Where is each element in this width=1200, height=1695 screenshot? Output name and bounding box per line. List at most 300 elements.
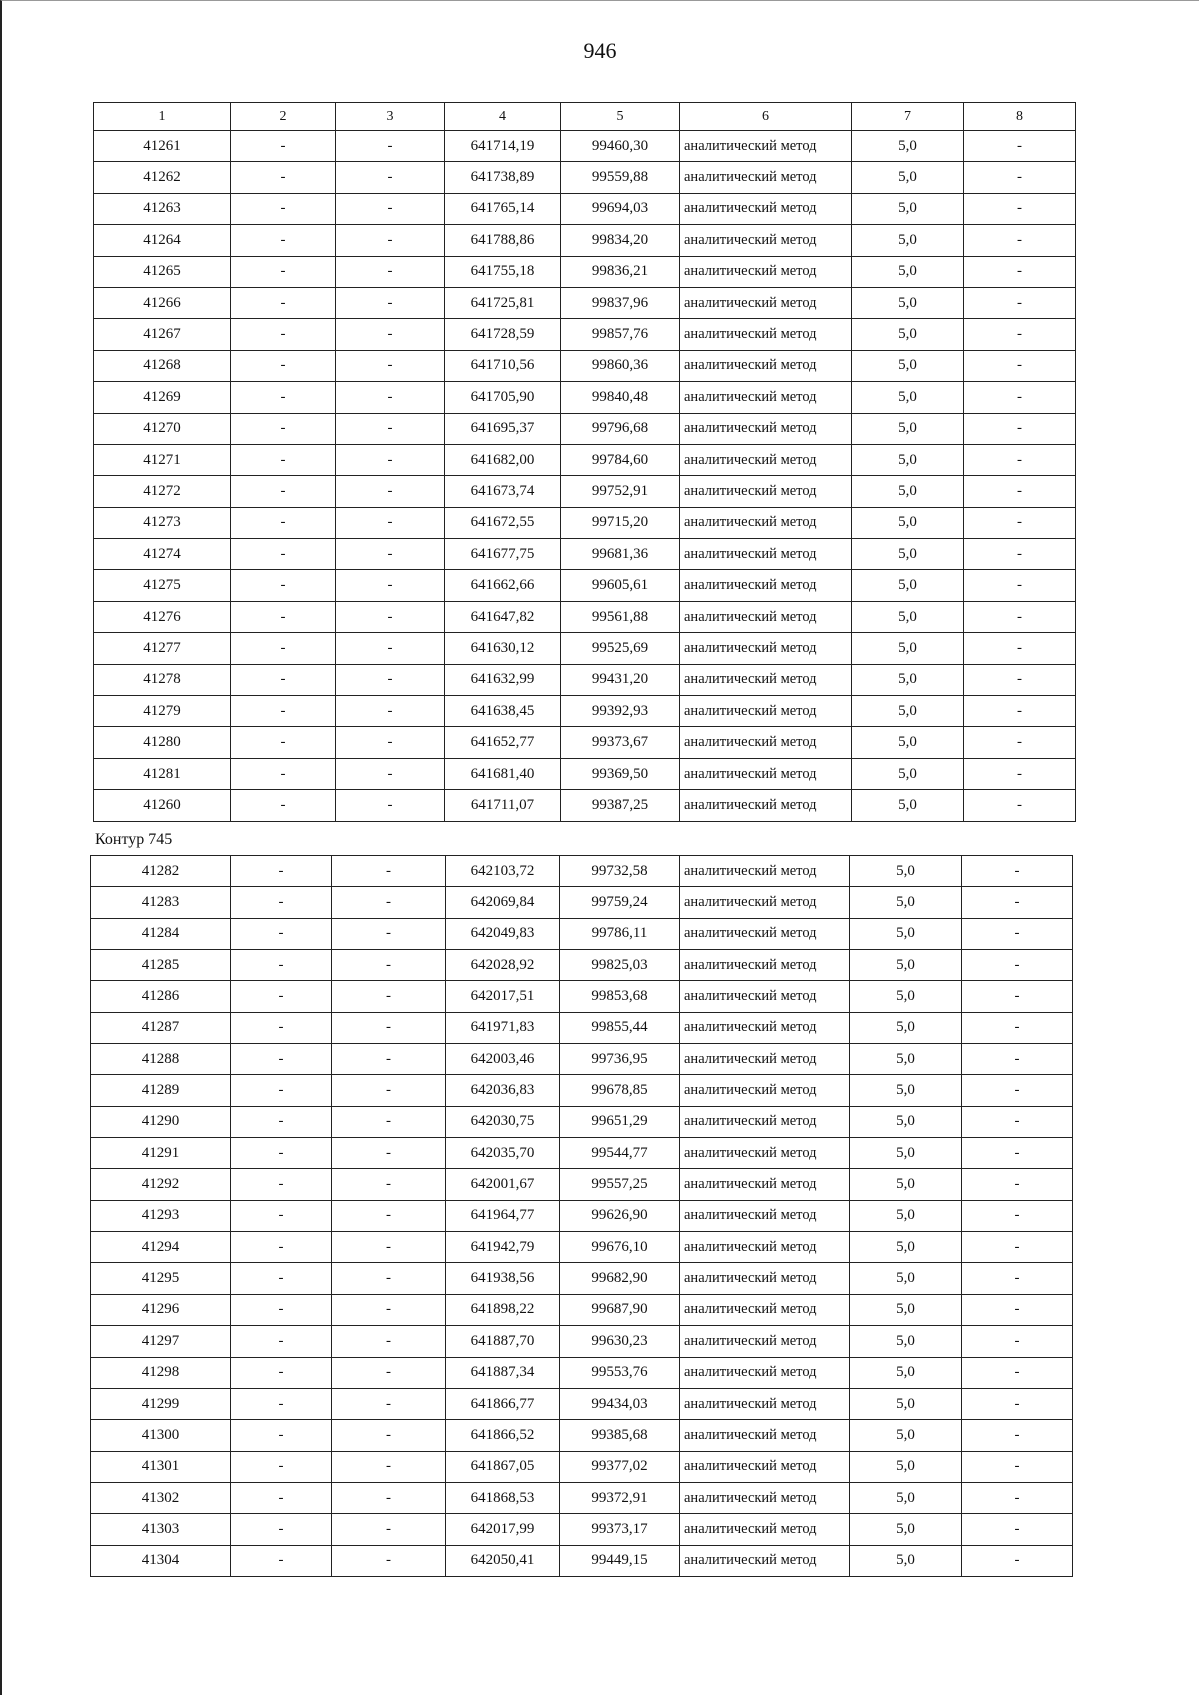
header-cell: 4 xyxy=(445,103,561,131)
table-cell: 41303 xyxy=(91,1514,231,1545)
header-cell: 7 xyxy=(852,103,964,131)
table-cell: - xyxy=(231,918,332,949)
table-cell: 5,0 xyxy=(852,444,964,475)
table-cell: - xyxy=(332,1388,446,1419)
table-cell: - xyxy=(964,256,1076,287)
table-cell: 41266 xyxy=(94,287,231,318)
table-row xyxy=(94,444,1076,475)
table-cell: 99377,02 xyxy=(560,1451,680,1482)
table-cell: - xyxy=(964,539,1076,570)
table-cell: аналитический метод xyxy=(680,1044,850,1075)
table-cell: 99687,90 xyxy=(560,1294,680,1325)
table-row xyxy=(91,1075,1073,1106)
table-cell: - xyxy=(964,570,1076,601)
table-cell: - xyxy=(336,664,445,695)
table-row xyxy=(91,1263,1073,1294)
table-cell: - xyxy=(336,350,445,381)
table-cell: 99784,60 xyxy=(561,444,680,475)
table-cell: - xyxy=(332,1420,446,1451)
table-row xyxy=(91,950,1073,981)
table-row xyxy=(91,856,1073,887)
table-row xyxy=(94,256,1076,287)
header-cell: 8 xyxy=(964,103,1076,131)
table-cell: 99825,03 xyxy=(560,950,680,981)
table-cell: - xyxy=(332,1451,446,1482)
table-row xyxy=(91,1420,1073,1451)
table-cell: 99681,36 xyxy=(561,539,680,570)
table-cell: 5,0 xyxy=(852,570,964,601)
header-cell: 6 xyxy=(680,103,852,131)
table-cell: - xyxy=(962,1545,1073,1576)
table-cell: аналитический метод xyxy=(680,287,852,318)
table-row xyxy=(91,1514,1073,1545)
table-cell: - xyxy=(231,887,332,918)
table-cell: аналитический метод xyxy=(680,887,850,918)
table-cell: 641662,66 xyxy=(445,570,561,601)
table-cell: 41294 xyxy=(91,1232,231,1263)
table-cell: 99561,88 xyxy=(561,601,680,632)
table-cell: 41269 xyxy=(94,382,231,413)
table-cell: - xyxy=(231,1075,332,1106)
table-cell: аналитический метод xyxy=(680,539,852,570)
table-cell: 5,0 xyxy=(852,382,964,413)
table-cell: 41268 xyxy=(94,350,231,381)
table-cell: аналитический метод xyxy=(680,1232,850,1263)
table-cell: 5,0 xyxy=(850,856,962,887)
table-cell: аналитический метод xyxy=(680,696,852,727)
table-cell: 99732,58 xyxy=(560,856,680,887)
table-row xyxy=(94,507,1076,538)
table-cell: - xyxy=(962,1514,1073,1545)
table-cell: 5,0 xyxy=(850,1138,962,1169)
table-cell: - xyxy=(962,1326,1073,1357)
table-cell: - xyxy=(964,287,1076,318)
table-row xyxy=(91,1482,1073,1513)
table-cell: 99385,68 xyxy=(560,1420,680,1451)
table-cell: - xyxy=(332,1514,446,1545)
table-cell: - xyxy=(964,664,1076,695)
table-cell: - xyxy=(964,225,1076,256)
table-cell: 41287 xyxy=(91,1012,231,1043)
table-cell: - xyxy=(962,1482,1073,1513)
table-cell: аналитический метод xyxy=(680,758,852,789)
table-cell: - xyxy=(231,256,336,287)
table-cell: 41272 xyxy=(94,476,231,507)
table-cell: 641898,22 xyxy=(446,1294,560,1325)
table-cell: 5,0 xyxy=(850,1012,962,1043)
table-cell: - xyxy=(231,539,336,570)
table-row xyxy=(91,1200,1073,1231)
table-cell: 641714,19 xyxy=(445,131,561,162)
table-cell: - xyxy=(336,758,445,789)
table-row xyxy=(91,887,1073,918)
table-cell: 99836,21 xyxy=(561,256,680,287)
table-cell: - xyxy=(332,918,446,949)
table-cell: 641632,99 xyxy=(445,664,561,695)
table-cell: аналитический метод xyxy=(680,633,852,664)
table-cell: аналитический метод xyxy=(680,225,852,256)
table-cell: 641964,77 xyxy=(446,1200,560,1231)
table-cell: 641647,82 xyxy=(445,601,561,632)
table-cell: 99651,29 xyxy=(560,1106,680,1137)
table-cell: 642069,84 xyxy=(446,887,560,918)
table-cell: 5,0 xyxy=(852,696,964,727)
table-cell: 41264 xyxy=(94,225,231,256)
table-cell: 5,0 xyxy=(852,256,964,287)
table-cell: - xyxy=(962,1106,1073,1137)
table-cell: 41281 xyxy=(94,758,231,789)
table-row xyxy=(94,287,1076,318)
table-cell: 5,0 xyxy=(852,287,964,318)
table-cell: - xyxy=(336,162,445,193)
table-cell: - xyxy=(336,696,445,727)
table-cell: 5,0 xyxy=(852,225,964,256)
table-cell: 99372,91 xyxy=(560,1482,680,1513)
table-cell: - xyxy=(962,1294,1073,1325)
table-row xyxy=(91,1232,1073,1263)
table-row xyxy=(91,981,1073,1012)
table-cell: - xyxy=(231,1263,332,1294)
table-cell: 99544,77 xyxy=(560,1138,680,1169)
table-cell: аналитический метод xyxy=(680,790,852,821)
table-cell: аналитический метод xyxy=(680,950,850,981)
table-cell: - xyxy=(231,1482,332,1513)
table-cell: 641681,40 xyxy=(445,758,561,789)
table-cell: 641711,07 xyxy=(445,790,561,821)
table-cell: - xyxy=(962,1169,1073,1200)
table-cell: - xyxy=(336,225,445,256)
table-row xyxy=(94,413,1076,444)
table-cell: - xyxy=(332,1232,446,1263)
table-cell: - xyxy=(336,507,445,538)
table-cell: - xyxy=(962,1044,1073,1075)
table-cell: 642036,83 xyxy=(446,1075,560,1106)
table-cell: - xyxy=(332,1545,446,1576)
table-cell: 5,0 xyxy=(850,1545,962,1576)
table-cell: аналитический метод xyxy=(680,727,852,758)
table-cell: - xyxy=(964,131,1076,162)
table-cell: 641765,14 xyxy=(445,193,561,224)
table-cell: аналитический метод xyxy=(680,664,852,695)
table-cell: 41289 xyxy=(91,1075,231,1106)
table-row xyxy=(91,1545,1073,1576)
table-cell: 5,0 xyxy=(850,950,962,981)
table-cell: - xyxy=(231,570,336,601)
table-cell: - xyxy=(231,225,336,256)
table-cell: - xyxy=(964,382,1076,413)
table-cell: - xyxy=(962,856,1073,887)
table-cell: - xyxy=(231,287,336,318)
table-cell: 41302 xyxy=(91,1482,231,1513)
table-cell: 642017,99 xyxy=(446,1514,560,1545)
table-cell: 99525,69 xyxy=(561,633,680,664)
table-cell: аналитический метод xyxy=(680,382,852,413)
table-cell: - xyxy=(336,287,445,318)
table-cell: 41290 xyxy=(91,1106,231,1137)
table-cell: 5,0 xyxy=(852,131,964,162)
table-cell: - xyxy=(962,950,1073,981)
table-cell: - xyxy=(962,1138,1073,1169)
table-cell: 99387,25 xyxy=(561,790,680,821)
table-cell: 99840,48 xyxy=(561,382,680,413)
table-cell: 641942,79 xyxy=(446,1232,560,1263)
header-cell: 5 xyxy=(561,103,680,131)
table-cell: 99630,23 xyxy=(560,1326,680,1357)
table-cell: - xyxy=(336,319,445,350)
table-cell: 641638,45 xyxy=(445,696,561,727)
table-cell: аналитический метод xyxy=(680,507,852,538)
table-cell: аналитический метод xyxy=(680,1294,850,1325)
table-cell: 41297 xyxy=(91,1326,231,1357)
table-cell: 41271 xyxy=(94,444,231,475)
table-cell: - xyxy=(231,193,336,224)
table-cell: - xyxy=(962,887,1073,918)
table-cell: - xyxy=(231,1232,332,1263)
table-cell: 41265 xyxy=(94,256,231,287)
table-cell: - xyxy=(231,1451,332,1482)
table-cell: 641887,70 xyxy=(446,1326,560,1357)
table-cell: аналитический метод xyxy=(680,162,852,193)
table-cell: 41282 xyxy=(91,856,231,887)
table-cell: - xyxy=(231,664,336,695)
table-cell: 99676,10 xyxy=(560,1232,680,1263)
table-row xyxy=(94,727,1076,758)
table-cell: 5,0 xyxy=(850,1106,962,1137)
table-cell: - xyxy=(231,696,336,727)
table-cell: - xyxy=(336,570,445,601)
table-cell: 99736,95 xyxy=(560,1044,680,1075)
table-cell: 5,0 xyxy=(850,1232,962,1263)
table-cell: 41288 xyxy=(91,1044,231,1075)
table-cell: - xyxy=(332,1075,446,1106)
table-row xyxy=(91,1451,1073,1482)
table-cell: 642049,83 xyxy=(446,918,560,949)
table-cell: 99449,15 xyxy=(560,1545,680,1576)
table-cell: 5,0 xyxy=(852,476,964,507)
table-cell: - xyxy=(231,319,336,350)
table-cell: 5,0 xyxy=(850,1044,962,1075)
table-cell: 99392,93 xyxy=(561,696,680,727)
table-cell: 641938,56 xyxy=(446,1263,560,1294)
table-cell: 641971,83 xyxy=(446,1012,560,1043)
table-cell: - xyxy=(962,1420,1073,1451)
table-cell: - xyxy=(332,1294,446,1325)
table-cell: 642103,72 xyxy=(446,856,560,887)
table-cell: 5,0 xyxy=(852,601,964,632)
page-number: 946 xyxy=(583,38,617,63)
table-cell: 642050,41 xyxy=(446,1545,560,1576)
table-cell: - xyxy=(231,476,336,507)
table-cell: 642030,75 xyxy=(446,1106,560,1137)
table-cell: - xyxy=(231,1294,332,1325)
table-cell: - xyxy=(336,131,445,162)
table-cell: 41276 xyxy=(94,601,231,632)
table-cell: 641672,55 xyxy=(445,507,561,538)
contour-label: Контур 745 xyxy=(95,831,173,848)
table-cell: 642017,51 xyxy=(446,981,560,1012)
table-cell: аналитический метод xyxy=(680,350,852,381)
table-cell: аналитический метод xyxy=(680,1326,850,1357)
table-cell: - xyxy=(336,633,445,664)
table-cell: 41280 xyxy=(94,727,231,758)
table-row xyxy=(94,696,1076,727)
table-cell: 5,0 xyxy=(850,887,962,918)
table-cell: - xyxy=(962,1232,1073,1263)
table-cell: 41275 xyxy=(94,570,231,601)
header-cell: 2 xyxy=(231,103,336,131)
table-cell: 41274 xyxy=(94,539,231,570)
table-cell: - xyxy=(231,413,336,444)
table-cell: 99855,44 xyxy=(560,1012,680,1043)
table-cell: аналитический метод xyxy=(680,918,850,949)
table-cell: - xyxy=(332,1200,446,1231)
table-cell: 99626,90 xyxy=(560,1200,680,1231)
table-cell: 5,0 xyxy=(852,790,964,821)
table-cell: 5,0 xyxy=(852,539,964,570)
table-row xyxy=(91,1388,1073,1419)
table-cell: 99834,20 xyxy=(561,225,680,256)
table-cell: - xyxy=(336,444,445,475)
table-cell: - xyxy=(336,601,445,632)
table-cell: - xyxy=(962,1388,1073,1419)
table-cell: 41260 xyxy=(94,790,231,821)
table-cell: - xyxy=(231,131,336,162)
table-cell: - xyxy=(964,727,1076,758)
table-cell: 641887,34 xyxy=(446,1357,560,1388)
table-cell: 641866,52 xyxy=(446,1420,560,1451)
table-cell: - xyxy=(231,1012,332,1043)
table-cell: аналитический метод xyxy=(680,981,850,1012)
table-cell: 99694,03 xyxy=(561,193,680,224)
table-cell: - xyxy=(964,633,1076,664)
table-cell: 99553,76 xyxy=(560,1357,680,1388)
table-cell: 99557,25 xyxy=(560,1169,680,1200)
table-cell: 99796,68 xyxy=(561,413,680,444)
header-cell: 1 xyxy=(94,103,231,131)
coordinates-table-2 xyxy=(90,855,1073,1577)
table-cell: - xyxy=(231,727,336,758)
table-cell: - xyxy=(231,790,336,821)
table-cell: 99860,36 xyxy=(561,350,680,381)
table-cell: 41283 xyxy=(91,887,231,918)
table-cell: 99559,88 xyxy=(561,162,680,193)
table-cell: 41301 xyxy=(91,1451,231,1482)
table-cell: аналитический метод xyxy=(680,1075,850,1106)
table-cell: - xyxy=(336,413,445,444)
table-cell: - xyxy=(332,1326,446,1357)
table-cell: 641868,53 xyxy=(446,1482,560,1513)
table-row xyxy=(91,918,1073,949)
table-cell: - xyxy=(964,507,1076,538)
table-cell: 41261 xyxy=(94,131,231,162)
table-cell: аналитический метод xyxy=(680,1514,850,1545)
table-cell: - xyxy=(231,758,336,789)
table-row xyxy=(94,350,1076,381)
table-cell: 41267 xyxy=(94,319,231,350)
table-cell: аналитический метод xyxy=(680,131,852,162)
table-cell: 5,0 xyxy=(850,1263,962,1294)
table-cell: - xyxy=(332,1357,446,1388)
table-cell: - xyxy=(336,727,445,758)
table-cell: 5,0 xyxy=(852,758,964,789)
table-row xyxy=(94,193,1076,224)
table-cell: 5,0 xyxy=(852,193,964,224)
table-cell: - xyxy=(231,507,336,538)
table-cell: 5,0 xyxy=(850,1482,962,1513)
table-row xyxy=(91,1138,1073,1169)
table-cell: - xyxy=(962,1357,1073,1388)
table-cell: 641867,05 xyxy=(446,1451,560,1482)
table-cell: аналитический метод xyxy=(680,1420,850,1451)
table-row xyxy=(91,1169,1073,1200)
coordinates-table-1 xyxy=(93,102,1076,822)
table-row xyxy=(94,382,1076,413)
table-cell: 5,0 xyxy=(850,1357,962,1388)
table-cell: 641788,86 xyxy=(445,225,561,256)
table-row xyxy=(94,225,1076,256)
table-cell: 5,0 xyxy=(850,1388,962,1419)
table-cell: - xyxy=(336,476,445,507)
table-cell: - xyxy=(964,476,1076,507)
table-row xyxy=(94,790,1076,821)
table-cell: 41285 xyxy=(91,950,231,981)
table-cell: - xyxy=(964,193,1076,224)
table-cell: - xyxy=(231,1044,332,1075)
table-cell: 5,0 xyxy=(850,1294,962,1325)
table-cell: аналитический метод xyxy=(680,1263,850,1294)
table-cell: аналитический метод xyxy=(680,413,852,444)
table-cell: 641755,18 xyxy=(445,256,561,287)
table-cell: 99369,50 xyxy=(561,758,680,789)
table-cell: 99431,20 xyxy=(561,664,680,695)
table-cell: - xyxy=(336,382,445,413)
table-cell: 5,0 xyxy=(852,413,964,444)
table-cell: аналитический метод xyxy=(680,319,852,350)
table-cell: 99857,76 xyxy=(561,319,680,350)
table-row xyxy=(91,1106,1073,1137)
table-cell: - xyxy=(231,633,336,664)
table-row xyxy=(94,131,1076,162)
table-cell: 5,0 xyxy=(850,1420,962,1451)
table-cell: 99460,30 xyxy=(561,131,680,162)
table-cell: - xyxy=(964,758,1076,789)
table-cell: 5,0 xyxy=(850,1326,962,1357)
table-cell: 99678,85 xyxy=(560,1075,680,1106)
table-cell: - xyxy=(332,981,446,1012)
table-cell: 41262 xyxy=(94,162,231,193)
table-cell: аналитический метод xyxy=(680,1357,850,1388)
table-cell: - xyxy=(231,382,336,413)
table-cell: 641738,89 xyxy=(445,162,561,193)
table-cell: - xyxy=(231,1420,332,1451)
table-cell: аналитический метод xyxy=(680,444,852,475)
table-cell: аналитический метод xyxy=(680,476,852,507)
table-cell: аналитический метод xyxy=(680,1545,850,1576)
table-cell: - xyxy=(964,790,1076,821)
table-cell: 41270 xyxy=(94,413,231,444)
table-cell: - xyxy=(964,601,1076,632)
table-cell: 41273 xyxy=(94,507,231,538)
table-cell: 99715,20 xyxy=(561,507,680,538)
table-cell: 641728,59 xyxy=(445,319,561,350)
table-cell: 99759,24 xyxy=(560,887,680,918)
table-cell: - xyxy=(336,256,445,287)
table-cell: 99853,68 xyxy=(560,981,680,1012)
table-cell: 641705,90 xyxy=(445,382,561,413)
table-row xyxy=(91,1294,1073,1325)
table-cell: 41284 xyxy=(91,918,231,949)
table-cell: 41291 xyxy=(91,1138,231,1169)
